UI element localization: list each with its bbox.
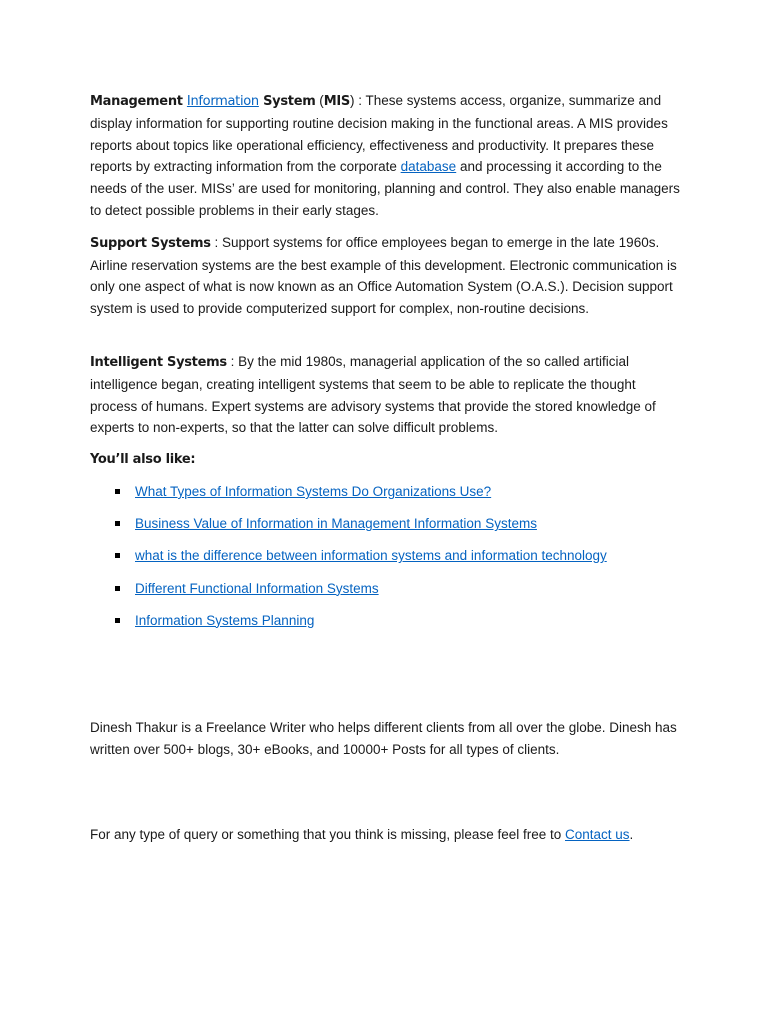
related-heading: You’ll also like: — [90, 452, 196, 468]
list-item — [115, 481, 680, 513]
mis-paren-close: ) — [349, 93, 355, 108]
mis-paragraph — [90, 90, 680, 222]
author-bio: Dinesh Thakur is a Freelance Writer who helps different clients from all over the globe. Dinesh has written over 500+ blogs, 30+ eBooks, and 10000+ Posts for all types of clients. — [90, 719, 677, 757]
related-link-business-value[interactable]: Business Value of Information in Management Information Systems — [135, 516, 537, 532]
mis-heading-part1: Management — [90, 94, 187, 109]
related-link-types-of-is[interactable]: What Types of Information Systems Do Organizations Use? — [135, 483, 492, 499]
support-body-text: : Support systems for office employees began to emerge in the late 1960s. Airline reservation systems are the best example of this development. Electronic communication is only one aspect of what is now known as an Office Automation System (O.A.S.). Decision support system is used to provide computerized support for complex, non-routine decisions. — [90, 234, 677, 317]
square-bullet-icon — [115, 586, 120, 591]
intelligent-body-text: : By the mid 1980s, managerial application of the so called artificial intelligence began, creating intelligent systems that seem to be able to replicate the thought process of humans. Expert systems are advisory systems that provide the stored knowledge of experts to non-experts, so that the latter can solve difficult problems. — [90, 353, 656, 436]
mis-paren-open: ( — [315, 93, 324, 108]
related-link-is-planning[interactable]: Information Systems Planning — [135, 612, 315, 628]
related-link-functional-is[interactable]: Different Functional Information Systems — [135, 580, 379, 596]
square-bullet-icon — [115, 489, 120, 494]
square-bullet-icon — [115, 521, 120, 526]
information-link[interactable]: Information — [186, 94, 259, 109]
document-page — [90, 90, 680, 846]
intelligent-paragraph — [90, 351, 680, 439]
list-item — [115, 578, 680, 610]
related-links-list — [90, 481, 680, 642]
contact-paragraph — [90, 824, 680, 846]
support-heading: Support Systems — [90, 235, 211, 251]
list-item — [115, 513, 680, 545]
contact-period: . — [629, 827, 634, 843]
list-item — [115, 610, 680, 642]
list-item — [115, 545, 680, 577]
related-link-is-vs-it[interactable]: what is the difference between information systems and information technology — [135, 548, 607, 564]
contact-us-link[interactable]: Contact us — [565, 827, 630, 843]
contact-text: For any type of query or something that you think is missing, please feel free to — [90, 827, 565, 843]
square-bullet-icon — [115, 553, 120, 558]
mis-body-text: : These systems access, organize, summarize and display information for supporting routine decision making in the functional areas. A MIS provides reports about topics like operational efficiency, effectiveness and productivity. It prepares these reports by extracting information from the corporate — [90, 93, 668, 175]
database-link[interactable]: database — [400, 159, 457, 175]
intelligent-heading: Intelligent Systems — [90, 354, 227, 370]
mis-heading-part2: System — [258, 94, 316, 109]
mis-abbreviation: MIS — [323, 94, 350, 109]
square-bullet-icon — [115, 618, 120, 623]
support-paragraph — [90, 232, 680, 320]
mis-body-text-continued: and processing it according to the needs of the user. MISs’ are used for monitoring, planning and control. They also enable managers to detect possible problems in their early stages. — [90, 159, 680, 218]
